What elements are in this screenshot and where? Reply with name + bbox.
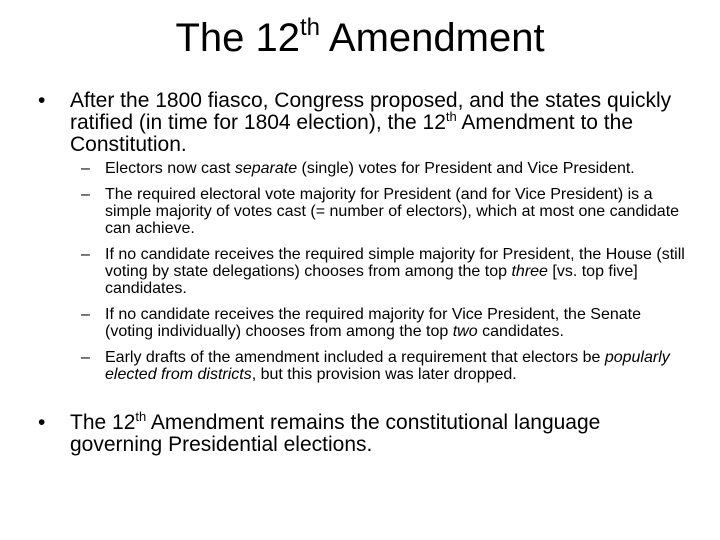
sub-text-end: (single) votes for President and Vice President.: [297, 160, 635, 177]
bullet-marker: •: [38, 411, 46, 434]
dash-marker: –: [81, 160, 90, 177]
title-text: The 12: [175, 16, 300, 60]
slide-title: [0, 12, 720, 64]
sub-bullet-senate: [81, 306, 685, 340]
dash-marker: –: [81, 246, 90, 263]
sub-text-end: candidates.: [477, 323, 564, 340]
bullet-text: The 12: [70, 411, 136, 434]
sub-bullet-list: [81, 160, 685, 392]
bullet-ratification: [38, 89, 690, 156]
sub-bullet-majority: [81, 186, 685, 237]
sub-text: If no candidate receives the required simple majority for President, the House (still voting by state delegations) chooses from among the top: [105, 246, 685, 280]
sub-text: Electors now cast: [105, 160, 235, 177]
sub-bullet-house: [81, 246, 685, 297]
bullet-text-end: Amendment to the Constitution.: [70, 111, 633, 156]
bullet-remains: [38, 409, 690, 456]
dash-marker: –: [81, 186, 90, 203]
sub-emphasis: two: [452, 323, 478, 340]
dash-marker: –: [81, 306, 90, 323]
sub-text: If no candidate receives the required majority for Vice President, the Senate (voting individually) chooses from among the top: [105, 306, 642, 340]
sub-bullet-separate-votes: [81, 160, 685, 177]
sub-emphasis: three: [511, 263, 548, 280]
sub-text: Early drafts of the amendment included a requirement that electors be: [105, 349, 605, 366]
bullet-superscript: th: [445, 109, 457, 124]
sub-bullet-early-drafts: [81, 349, 685, 383]
sub-text-end: , but this provision was later dropped.: [251, 366, 517, 383]
bullet-text-end: Amendment remains the constitutional language governing Presidential elections.: [70, 411, 601, 456]
bullet-superscript: th: [135, 409, 147, 424]
bullet-text: After the 1800 fiasco, Congress proposed, and the states quickly ratified (in time for 1804 election), the 12: [70, 89, 672, 134]
title-text-end: Amendment: [319, 16, 545, 60]
sub-text-end: [vs. top five] candidates.: [105, 263, 638, 297]
bullet-marker: •: [38, 89, 46, 112]
title-superscript: th: [299, 14, 320, 41]
sub-text: The required electoral vote majority for President (and for Vice President) is a simple majority of votes cast (= number of electors), which at most one candidate can achieve.: [105, 186, 680, 237]
sub-emphasis: separate: [234, 160, 298, 177]
sub-emphasis: popularly elected from districts: [105, 349, 670, 383]
dash-marker: –: [81, 349, 90, 366]
